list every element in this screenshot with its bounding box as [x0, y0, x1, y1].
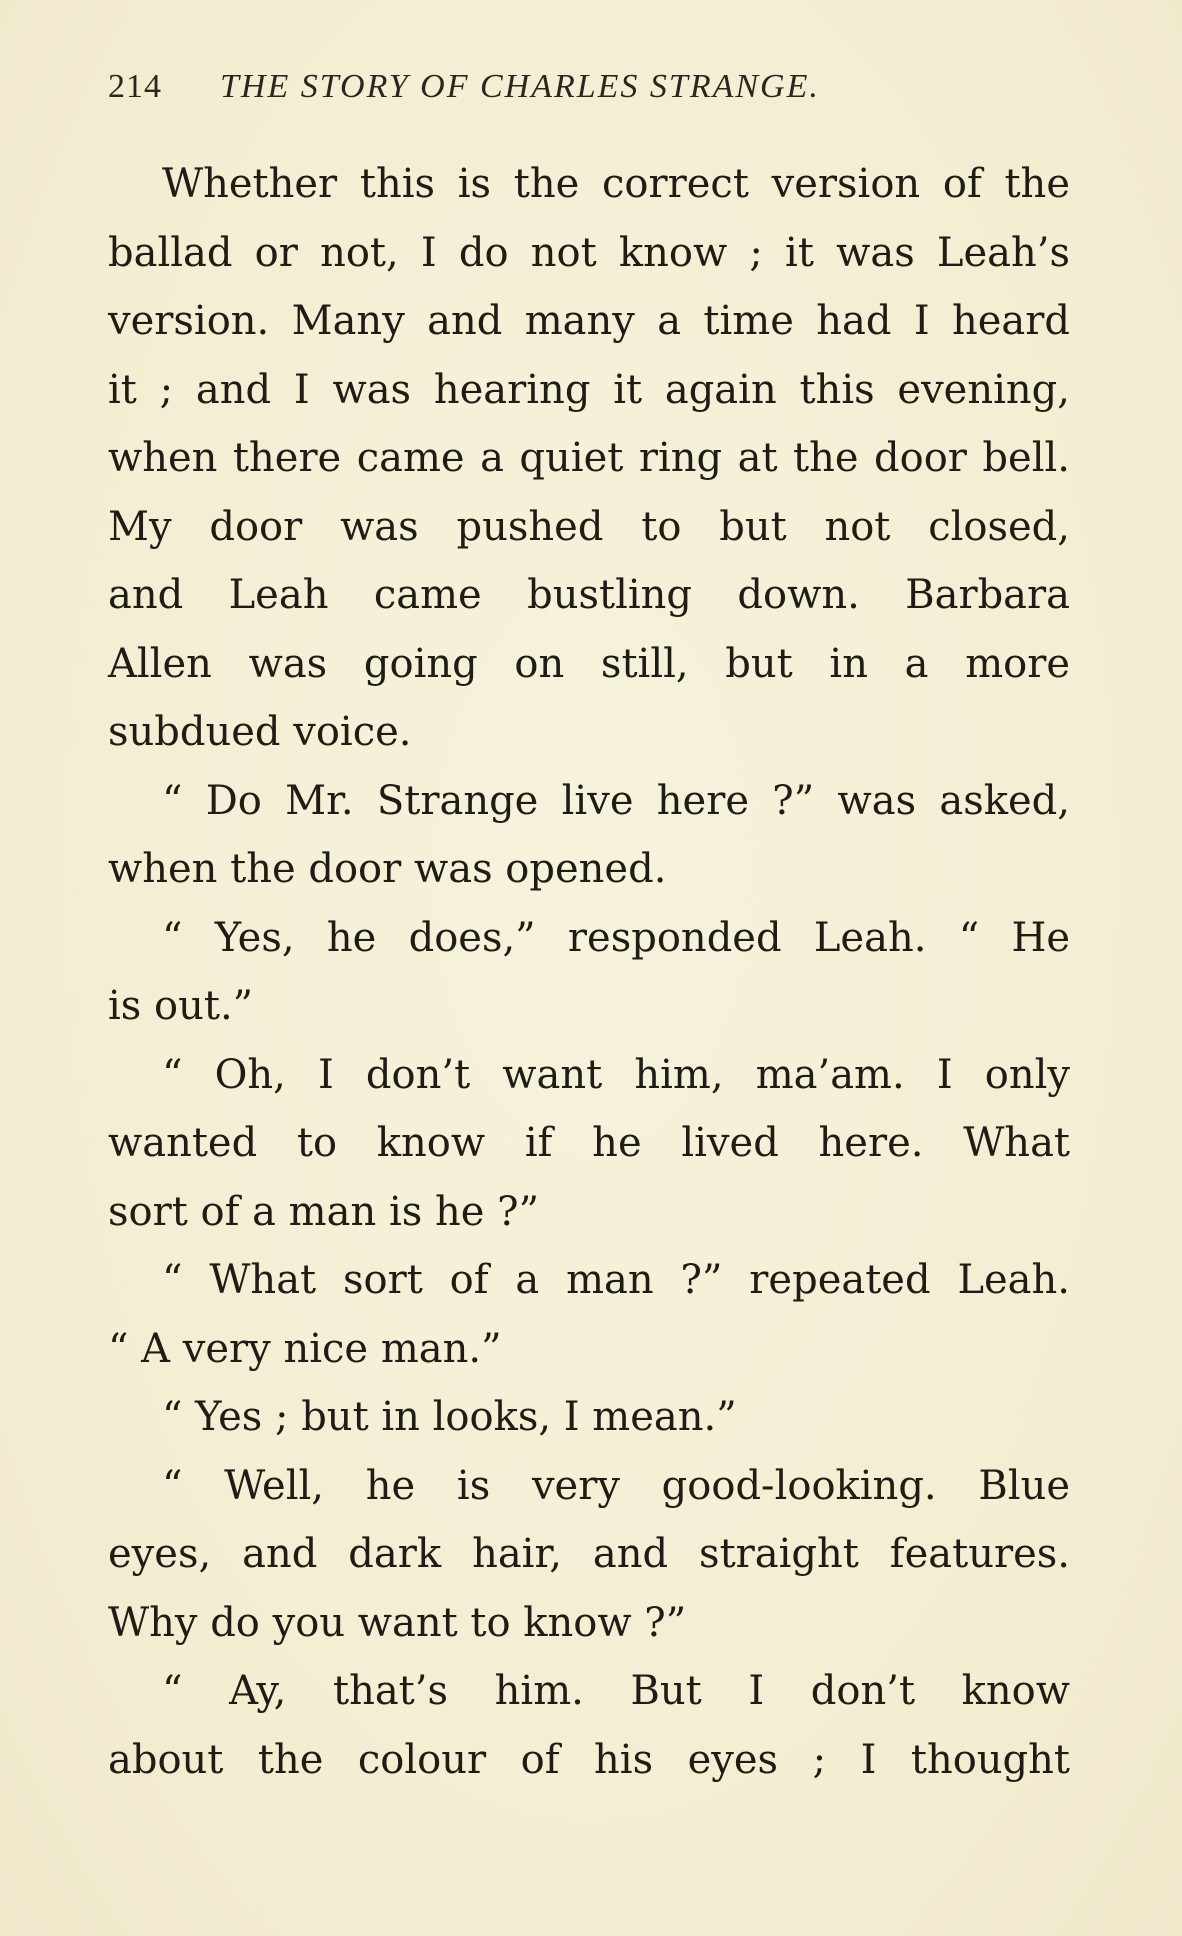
text-line: Whether this is the correct version of the: [162, 161, 1070, 207]
text-line: sort of a man is he ?”: [108, 1188, 540, 1235]
running-title: THE STORY OF CHARLES STRANGE.: [220, 68, 820, 105]
page-number: 214: [108, 68, 162, 105]
text-line: is out.”: [108, 983, 254, 1029]
text-line: ballad or not, I do not know ; it was Leah’s: [108, 229, 1070, 276]
text-line: “ Yes ; but in looks, I mean.”: [162, 1394, 737, 1440]
text-line: “ A very nice man.”: [108, 1325, 502, 1372]
text-line: and Leah came bustling down. Barbara: [108, 572, 1070, 618]
text-line: when the door was opened.: [108, 846, 667, 892]
page-header: [108, 64, 1068, 114]
text-line: “ Yes, he does,” responded Leah. “ He: [162, 914, 1070, 961]
text-line: Allen was going on still, but in a more: [108, 640, 1070, 687]
text-line: when there came a quiet ring at the door bell.: [108, 435, 1070, 481]
text-line: eyes, and dark hair, and straight features.: [108, 1531, 1070, 1577]
text-line: Why do you want to know ?”: [108, 1599, 687, 1646]
text-line: “ Ay, that’s him. But I don’t know: [162, 1668, 1070, 1714]
text-line: My door was pushed to but not closed,: [108, 503, 1070, 550]
body-text: [108, 150, 1070, 1794]
text-line: subdued voice.: [108, 709, 412, 755]
text-line: “ Well, he is very good-looking. Blue: [162, 1462, 1070, 1509]
text-line: “ Oh, I don’t want him, ma’am. I only: [162, 1051, 1070, 1098]
text-line: about the colour of his eyes ; I thought: [108, 1736, 1070, 1783]
text-line: it ; and I was hearing it again this evening,: [108, 366, 1070, 413]
text-line: version. Many and many a time had I heard: [108, 298, 1070, 344]
text-line: “ Do Mr. Strange live here ?” was asked,: [162, 777, 1070, 824]
text-line: wanted to know if he lived here. What: [108, 1120, 1070, 1166]
text-line: “ What sort of a man ?” repeated Leah.: [162, 1257, 1070, 1303]
